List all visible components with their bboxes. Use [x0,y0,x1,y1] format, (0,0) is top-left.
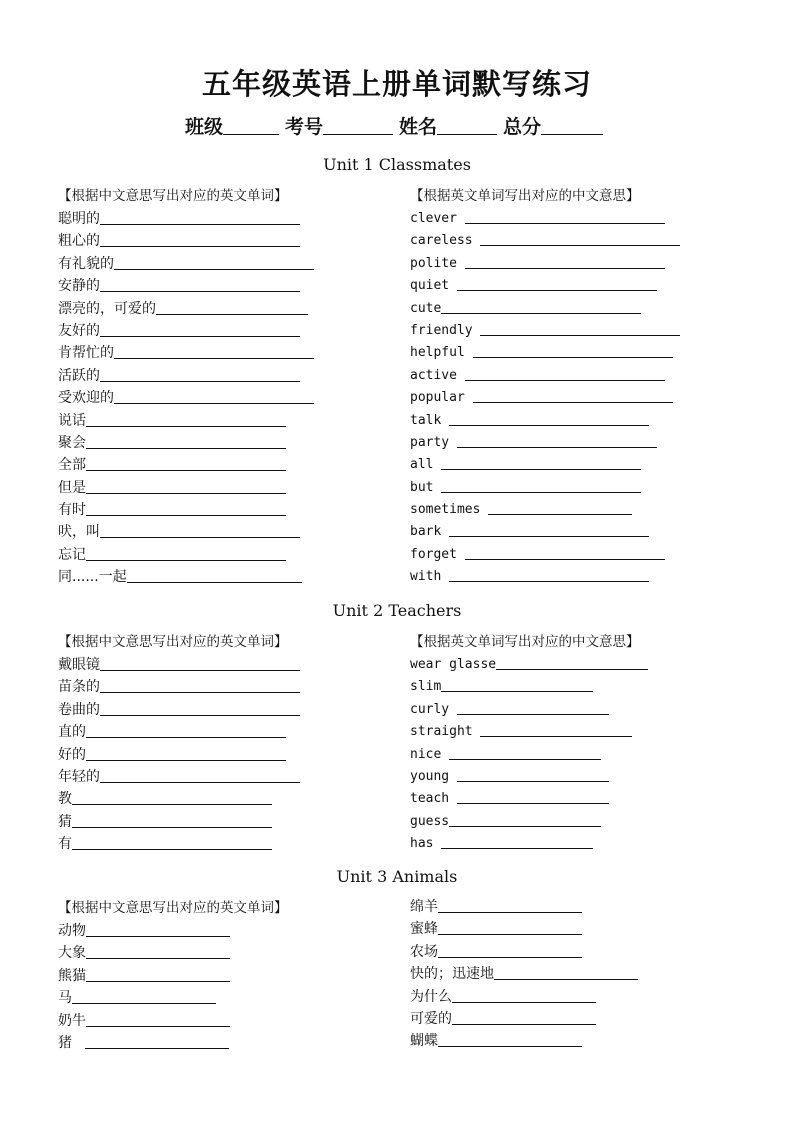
answer-blank[interactable] [438,1032,582,1047]
answer-blank[interactable] [100,701,300,716]
word-item: popular [410,387,680,409]
name-blank[interactable] [437,116,497,135]
answer-blank[interactable] [441,299,641,314]
word-item: careless [410,230,680,252]
answer-blank[interactable] [465,209,665,224]
word-item: 忘记 [58,544,314,566]
answer-blank[interactable] [480,722,632,737]
word-item: 戴眼镜 [58,654,300,676]
word-item: 马 [58,987,288,1009]
answer-blank[interactable] [86,546,286,561]
word-item: friendly [410,320,680,342]
score-blank[interactable] [541,116,603,135]
word-item: 受欢迎的 [58,387,314,409]
word-item: sometimes [410,499,680,521]
word-item: has [410,833,648,855]
unit-2-english-to-chinese-column [410,630,648,856]
answer-blank[interactable] [86,944,230,959]
word-item: 肯帮忙的 [58,342,314,364]
word-item: bark [410,521,680,543]
answer-blank[interactable] [465,254,665,269]
word-item: forget [410,544,680,566]
word-item: 卷曲的 [58,699,300,721]
word-item: 聚会 [58,432,314,454]
answer-blank[interactable] [449,745,601,760]
answer-blank[interactable] [72,813,272,828]
unit-1-title: Unit 1 Classmates [323,155,471,174]
answer-blank[interactable] [72,790,272,805]
answer-blank[interactable] [86,967,230,982]
unit-3-left-header: 【根据中文意思写出对应的英文单词】 [58,900,288,916]
word-item: straight [410,721,648,743]
answer-blank[interactable] [86,501,286,516]
answer-blank[interactable] [100,523,300,538]
word-item: helpful [410,342,680,364]
answer-blank[interactable] [100,678,300,693]
answer-blank[interactable] [438,898,582,913]
answer-blank[interactable] [457,433,657,448]
word-item: 蜜蜂 [410,918,638,940]
exam-number-label: 考号 [284,116,323,138]
answer-blank[interactable] [449,411,649,426]
answer-blank[interactable] [72,989,216,1004]
class-blank[interactable] [223,116,279,135]
unit-2-right-header: 【根据英文单词写出对应的中文意思】 [410,634,640,650]
word-item: active [410,365,680,387]
word-item: 漂亮的，可爱的 [58,298,314,320]
answer-blank[interactable] [86,1012,230,1027]
answer-blank[interactable] [496,655,648,670]
answer-blank[interactable] [465,366,665,381]
answer-blank[interactable] [100,277,300,292]
answer-blank[interactable] [100,210,300,225]
score-label: 总分 [503,116,542,138]
answer-blank[interactable] [86,434,286,449]
word-item: nice [410,744,648,766]
word-item: 猪 [58,1032,288,1054]
word-item: 好的 [58,744,300,766]
word-item: young [410,766,648,788]
word-item: party [410,432,680,454]
unit-3-chinese-to-english-column [58,896,288,1054]
unit-1-left-header: 【根据中文意思写出对应的英文单词】 [58,188,288,204]
answer-blank[interactable] [452,1010,596,1025]
answer-blank[interactable] [100,367,300,382]
word-item: 吠，叫 [58,521,314,543]
word-item: but [410,477,680,499]
page-title: 五年级英语上册单词默写练习 [201,67,592,101]
word-item: cute [410,298,680,320]
word-item: teach [410,788,648,810]
answer-blank[interactable] [114,344,314,359]
unit-1-chinese-to-english-column [58,184,314,589]
unit-1-right-header: 【根据英文单词写出对应的中文意思】 [410,188,640,204]
answer-blank[interactable] [441,455,641,470]
word-item: talk [410,410,680,432]
word-item: 教 [58,788,300,810]
answer-blank[interactable] [100,322,300,337]
word-item: 有 [58,833,300,855]
word-item: with [410,566,680,588]
answer-blank[interactable] [494,965,638,980]
word-item: 熊猫 [58,965,288,987]
class-label: 班级 [184,116,223,138]
answer-blank[interactable] [438,943,582,958]
word-item: 农场 [410,941,638,963]
word-item: 友好的 [58,320,314,342]
word-item: 说话 [58,410,314,432]
word-item: 蝴蝶 [410,1030,638,1052]
word-item: 绵羊 [410,896,638,918]
answer-blank[interactable] [473,343,673,358]
unit-3-chinese-column-right [410,896,638,1053]
name-label: 姓名 [399,116,438,138]
word-item: curly [410,699,648,721]
word-item: guess [410,811,648,833]
answer-blank[interactable] [86,412,286,427]
answer-blank[interactable] [452,988,596,1003]
answer-blank[interactable] [457,789,609,804]
answer-blank[interactable] [449,522,649,537]
exam-number-blank[interactable] [323,116,393,135]
unit-2-left-header: 【根据中文意思写出对应的英文单词】 [58,634,288,650]
word-item: 同......一起 [58,566,314,588]
answer-blank[interactable] [127,568,302,583]
answer-blank[interactable] [457,276,657,291]
unit-2-title: Unit 2 Teachers [332,601,462,620]
answer-blank[interactable] [114,389,314,404]
answer-blank[interactable] [100,656,300,671]
word-item: quiet [410,275,680,297]
word-item: 有礼貌的 [58,253,314,275]
word-item: slim [410,676,648,698]
unit-2-chinese-to-english-column [58,630,300,856]
word-item: clever [410,208,680,230]
word-item: 聪明的 [58,208,314,230]
word-item: 大象 [58,942,288,964]
answer-blank[interactable] [85,1034,229,1049]
answer-blank[interactable] [465,545,665,560]
word-item: 安静的 [58,275,314,297]
answer-blank[interactable] [86,456,286,471]
answer-blank[interactable] [100,768,300,783]
answer-blank[interactable] [86,922,230,937]
word-item: 动物 [58,920,288,942]
answer-blank[interactable] [86,479,286,494]
word-item: 快的；迅速地 [410,963,638,985]
answer-blank[interactable] [441,478,641,493]
answer-blank[interactable] [156,300,308,315]
answer-blank[interactable] [114,255,314,270]
word-item: polite [410,253,680,275]
answer-blank[interactable] [473,388,673,403]
unit-1-english-to-chinese-column [410,184,680,589]
answer-blank[interactable] [86,746,286,761]
answer-blank[interactable] [441,834,593,849]
answer-blank[interactable] [457,700,609,715]
answer-blank[interactable] [441,677,593,692]
word-item: 活跃的 [58,365,314,387]
word-item: 猜 [58,811,300,833]
word-item: 苗条的 [58,676,300,698]
word-item: 年轻的 [58,766,300,788]
answer-blank[interactable] [438,920,582,935]
answer-blank[interactable] [480,231,680,246]
answer-blank[interactable] [86,723,286,738]
word-item: 但是 [58,477,314,499]
answer-blank[interactable] [449,812,601,827]
word-item: 为什么 [410,986,638,1008]
word-item: 粗心的 [58,230,314,252]
student-info-line [0,112,794,139]
answer-blank[interactable] [457,767,609,782]
word-item: all [410,454,680,476]
word-item: 有时 [58,499,314,521]
word-item: 奶牛 [58,1010,288,1032]
answer-blank[interactable] [72,835,272,850]
word-item: 全部 [58,454,314,476]
answer-blank[interactable] [100,232,300,247]
answer-blank[interactable] [480,321,680,336]
word-item: wear glasse [410,654,648,676]
word-item: 可爱的 [410,1008,638,1030]
word-item: 直的 [58,721,300,743]
answer-blank[interactable] [488,500,632,515]
unit-3-title: Unit 3 Animals [336,867,458,886]
answer-blank[interactable] [449,567,649,582]
